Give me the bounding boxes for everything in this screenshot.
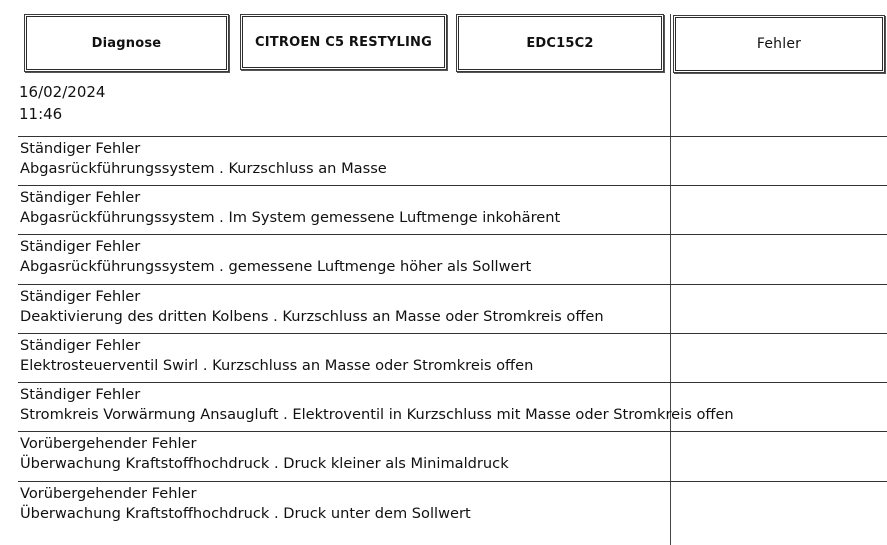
- fault-description: Deaktivierung des dritten Kolbens . Kurzschluss an Masse oder Stromkreis offen: [20, 308, 604, 325]
- vehicle-header-button[interactable]: CITROEN C5 RESTYLING: [240, 14, 447, 70]
- column-divider: [670, 14, 671, 545]
- row-divider: [18, 382, 887, 383]
- row-divider: [18, 284, 887, 285]
- row-divider: [18, 481, 887, 482]
- fault-status: Vorübergehender Fehler: [20, 435, 197, 452]
- row-divider: [18, 333, 887, 334]
- fault-status: Ständiger Fehler: [20, 189, 141, 206]
- fault-status: Ständiger Fehler: [20, 140, 141, 157]
- fault-description: Elektrosteuerventil Swirl . Kurzschluss an Masse oder Stromkreis offen: [20, 357, 534, 374]
- fault-description: Abgasrückführungssystem . Kurzschluss an Masse: [20, 160, 387, 177]
- fault-status: Vorübergehender Fehler: [20, 485, 197, 502]
- diagnose-header-button[interactable]: Diagnose: [24, 14, 229, 72]
- fault-status: Ständiger Fehler: [20, 288, 141, 305]
- row-divider: [18, 136, 887, 137]
- ecu-header-button[interactable]: EDC15C2: [456, 14, 664, 72]
- report-time: 11:46: [19, 105, 63, 123]
- row-divider: [18, 431, 887, 432]
- fault-description: Abgasrückführungssystem . Im System gemessene Luftmenge inkohärent: [20, 209, 561, 226]
- fault-description: Abgasrückführungssystem . gemessene Luftmenge höher als Sollwert: [20, 258, 532, 275]
- fault-status: Ständiger Fehler: [20, 386, 141, 403]
- row-divider: [18, 234, 887, 235]
- fault-description: Überwachung Kraftstoffhochdruck . Druck unter dem Sollwert: [20, 505, 471, 522]
- row-divider: [18, 185, 887, 186]
- fault-status: Ständiger Fehler: [20, 337, 141, 354]
- fault-description: Stromkreis Vorwärmung Ansaugluft . Elektroventil in Kurzschluss mit Masse oder Stromkreis offen: [20, 406, 734, 423]
- fault-description: Überwachung Kraftstoffhochdruck . Druck kleiner als Minimaldruck: [20, 455, 509, 472]
- report-date: 16/02/2024: [19, 83, 106, 101]
- faults-header-button[interactable]: Fehler: [673, 15, 885, 73]
- fault-status: Ständiger Fehler: [20, 238, 141, 255]
